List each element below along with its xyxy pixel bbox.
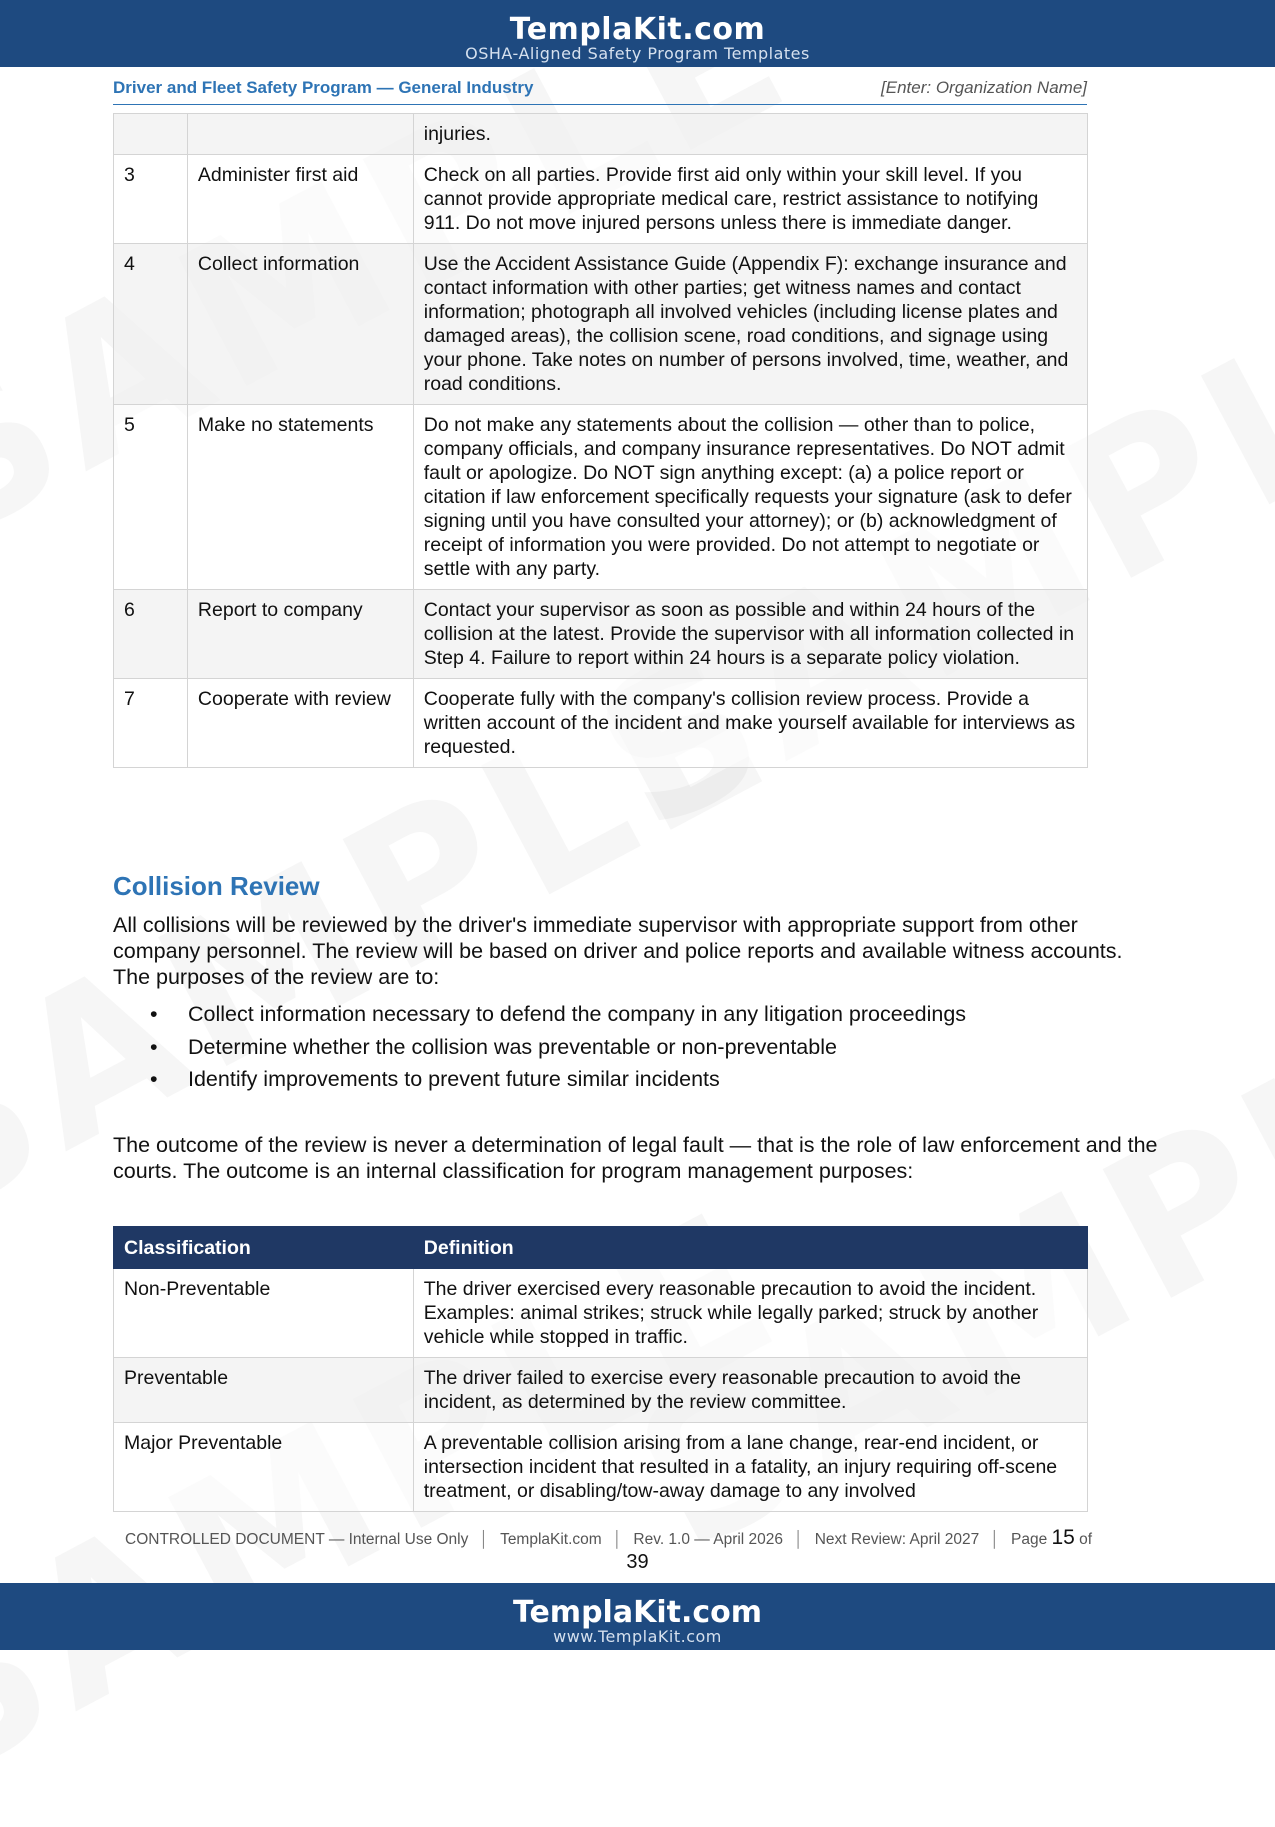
bullet-icon: • — [150, 1002, 158, 1026]
footer-page-label: Page — [1010, 1531, 1048, 1548]
footer-separator: │ — [612, 1531, 623, 1548]
step-name: Cooperate with review — [187, 679, 413, 768]
running-header — [113, 78, 1087, 105]
step-action: Contact your supervisor as soon as possible and within 24 hours of the collision at the latest. Provide the supervisor with all information collected in Step 4. Failure to report within 24 hours is a separate policy violation. — [413, 590, 1087, 679]
column-header-definition: Definition — [413, 1227, 1087, 1269]
step-name: Make no statements — [187, 405, 413, 590]
step-name: Report to company — [187, 590, 413, 679]
collision-review-intro: All collisions will be reviewed by the driver's immediate supervisor with appropriate support from other company personnel. The review will be based on driver and police reports and available witness accounts. The purposes of the review are to: — [113, 913, 1123, 989]
footer-next-review: Next Review: April 2027 — [814, 1531, 980, 1548]
bullet-icon: • — [150, 1034, 158, 1059]
table-row — [114, 155, 1088, 244]
step-action: Use the Accident Assistance Guide (Appendix F): exchange insurance and contact information with other parties; get witness names and contact information; photograph all involved vehicles (including license plates and damaged areas), the collision scene, road conditions, and signage using your phone. Take notes on number of persons involved, time, weather, and road conditions. — [413, 244, 1087, 405]
bullet-icon: • — [150, 1067, 158, 1091]
column-header-classification: Classification — [114, 1227, 414, 1269]
bottom-banner — [0, 1583, 1275, 1650]
step-action: injuries. — [413, 114, 1087, 155]
classification-definition: The driver failed to exercise every reasonable precaution to avoid the incident, as determined by the review committee. — [413, 1358, 1087, 1423]
table-row — [114, 1269, 1088, 1358]
footer-total-pages: 39 — [626, 1551, 649, 1573]
organization-placeholder: [Enter: Organization Name] — [881, 78, 1087, 97]
table-row — [114, 1423, 1088, 1512]
footer-of-label: of — [1079, 1531, 1093, 1548]
list-item — [113, 998, 966, 1031]
list-item-text: Identify improvements to prevent future similar incidents — [188, 1067, 720, 1091]
banner-tagline: OSHA-Aligned Safety Program Templates — [465, 44, 810, 63]
table-header-row — [114, 1227, 1088, 1269]
classification-name: Preventable — [114, 1358, 414, 1423]
table-row — [114, 405, 1088, 590]
list-item — [113, 1031, 966, 1064]
step-action: Check on all parties. Provide first aid only within your skill level. If you cannot provide appropriate medical care, restrict assistance to notifying 911. Do not move injured persons unless there is immediate danger. — [413, 155, 1087, 244]
classification-definition: A preventable collision arising from a lane change, rear-end incident, or intersection incident that resulted in a fatality, an injury requiring off-scene treatment, or disabling/tow-away damage to any involved — [413, 1423, 1087, 1512]
table-row — [114, 244, 1088, 405]
footer-page-number: 15 — [1051, 1526, 1075, 1549]
classification-name: Non-Preventable — [114, 1269, 414, 1358]
banner-brand: TemplaKit.com — [509, 12, 766, 47]
step-number: 5 — [114, 405, 188, 590]
list-item-text: Determine whether the collision was preventable or non-preventable — [188, 1034, 837, 1059]
classification-definition: The driver exercised every reasonable precaution to avoid the incident. Examples: animal strikes; struck while legally parked; struck by another vehicle while stopped in traffic. — [413, 1269, 1087, 1358]
step-number: 4 — [114, 244, 188, 405]
step-name — [187, 114, 413, 155]
review-purposes-list — [113, 998, 966, 1096]
step-number: 6 — [114, 590, 188, 679]
table-row — [114, 679, 1088, 768]
table-row — [114, 1358, 1088, 1423]
step-name: Collect information — [187, 244, 413, 405]
classification-name: Major Preventable — [114, 1423, 414, 1512]
footer-separator: │ — [794, 1531, 804, 1548]
list-item — [113, 1063, 966, 1096]
table-row — [114, 114, 1088, 155]
step-number: 3 — [114, 155, 188, 244]
collision-steps-table — [113, 113, 1088, 768]
table-row — [114, 590, 1088, 679]
list-item-text: Collect information necessary to defend the company in any litigation proceedings — [188, 1002, 967, 1026]
page-footer — [113, 1527, 1163, 1551]
footer-separator: │ — [479, 1531, 490, 1548]
step-number — [114, 114, 188, 155]
step-name: Administer first aid — [187, 155, 413, 244]
classification-table — [113, 1226, 1088, 1512]
step-number: 7 — [114, 679, 188, 768]
step-action: Do not make any statements about the collision — other than to police, company officials, and company insurance representatives. Do NOT admit fault or apologize. Do NOT sign anything except: (a) a police report or citation if law enforcement specifically requests your signature (ask to defer signing until you have consulted your attorney); or (b) acknowledgment of receipt of information you were provided. Do not attempt to negotiate or settle with any party. — [413, 405, 1087, 590]
top-banner — [0, 0, 1275, 67]
bottom-banner-brand: TemplaKit.com — [512, 1595, 762, 1630]
footer-control-label: CONTROLLED DOCUMENT — Internal Use Only — [125, 1531, 469, 1548]
footer-separator: │ — [990, 1531, 1000, 1548]
collision-review-outcome: The outcome of the review is never a determination of legal fault — that is the role of law enforcement and the courts. The outcome is an internal classification for program management purposes: — [113, 1133, 1158, 1183]
step-action: Cooperate fully with the company's collision review process. Provide a written account of the incident and make yourself available for interviews as requested. — [413, 679, 1087, 768]
bottom-banner-url[interactable]: www.TemplaKit.com — [553, 1627, 722, 1646]
section-heading-collision-review: Collision Review — [113, 871, 320, 901]
footer-revision: Rev. 1.0 — April 2026 — [633, 1531, 784, 1548]
footer-site: TemplaKit.com — [500, 1531, 602, 1548]
document-title: Driver and Fleet Safety Program — General Industry — [113, 78, 534, 97]
